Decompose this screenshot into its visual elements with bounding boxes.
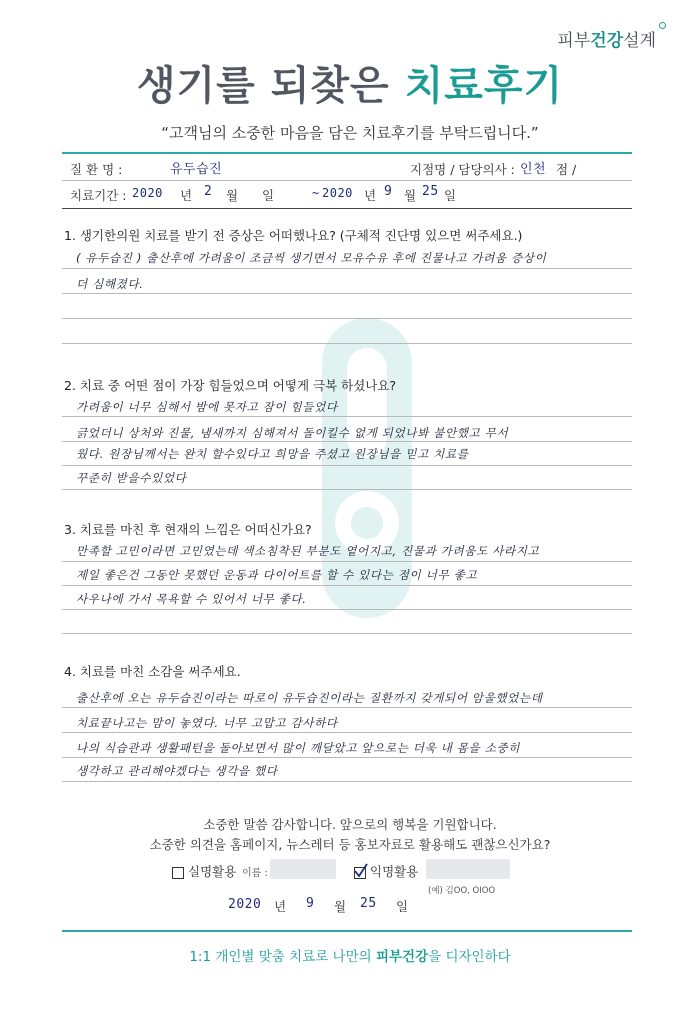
footer-line (62, 930, 632, 932)
closing-line-2: 소중한 의견을 홈페이지, 뉴스레터 등 홍보자료로 활용해도 괜찮으신가요? (149, 837, 551, 852)
rule (62, 416, 632, 417)
end-year-label: 년 (364, 188, 377, 203)
closing-line-1: 소중한 말씀 감사합니다. 앞으로의 행복을 기원합니다. (203, 817, 497, 832)
period-tilde: ~ (312, 186, 320, 200)
rule (62, 343, 632, 344)
answer-3-line-3: 사우나에 가서 목욕할 수 있어서 너무 좋다. (76, 592, 307, 606)
answer-1-line-1: ( 유두습진 ) 출산후에 가려움이 조금씩 생기면서 모유수유 후에 진물나고 가려움 증상이 (76, 251, 547, 265)
page-subtitle: “고객님의 소중한 마음을 담은 치료후기를 부탁드립니다.” (161, 124, 539, 142)
title-part1: 생기를 되찾은 (136, 63, 405, 109)
sign-day-label: 일 (396, 899, 409, 914)
answer-2-line-3: 웠다. 원장님께서는 완치 할수있다고 희망을 주셨고 원장님을 믿고 치료를 (76, 447, 469, 461)
rule (62, 318, 632, 319)
answer-3-line-1: 만족할 고민이라면 고민였는데 색소침착된 부분도 옅어지고, 진물과 가려움도 사라지고 (76, 544, 540, 558)
header-top-line (62, 152, 632, 154)
answer-4-line-2: 치료끝나고는 맘이 놓였다. 너무 고맙고 감사하다 (76, 716, 338, 730)
check-mark-icon (353, 863, 369, 879)
rule (62, 489, 632, 490)
anon-checkbox[interactable] (354, 867, 366, 879)
rule (62, 633, 632, 634)
question-1: 1. 생기한의원 치료를 받기 전 증상은 어떠했나요? (구체적 진단명 있으면 써주세요.) (64, 228, 523, 243)
name-example: (예) 김OO, OIOO (428, 886, 496, 896)
footer-slogan (0, 945, 700, 965)
question-3: 3. 치료를 마친 후 현재의 느낌은 어떠신가요? (64, 522, 312, 537)
slogan-prefix: 1:1 개인별 맞춤 치료로 나만의 (189, 949, 376, 965)
rule (62, 561, 632, 562)
anon-option[interactable] (354, 862, 418, 880)
disease-label: 질 환 명 : (70, 162, 123, 177)
anon-field[interactable] (426, 859, 510, 879)
question-2: 2. 치료 중 어떤 점이 가장 힘들었으며 어떻게 극복 하셨나요? (64, 378, 397, 393)
brand-suffix: 설계 (623, 31, 656, 51)
end-day-label: 일 (444, 188, 457, 203)
answer-2-line-4: 꾸준히 받을수있었다 (76, 471, 187, 485)
rule (62, 268, 632, 269)
rule (62, 732, 632, 733)
header-divider (62, 180, 632, 181)
disease-value: 유두습진 (170, 162, 223, 177)
header-bottom-line (62, 208, 632, 209)
sign-year-label: 년 (274, 899, 287, 914)
name-field[interactable] (270, 859, 336, 879)
end-month: 9 (384, 184, 393, 199)
period-label: 치료기간 : (70, 188, 127, 203)
end-day: 25 (422, 184, 439, 199)
answer-2-line-2: 긁었더니 상처와 진물, 냄새까지 심해져서 돌이킬수 없게 되었나봐 불안했고 무서 (76, 426, 509, 440)
start-year-label: 년 (180, 188, 193, 203)
branch-value: 인천 (520, 162, 547, 177)
slogan-bold: 피부건강 (375, 949, 429, 965)
branch-label: 지점명 / 담당의사 : (410, 162, 515, 177)
brand-logo (557, 26, 656, 51)
rule (62, 441, 632, 442)
answer-4-line-3: 나의 식습관과 생활패턴을 돌아보면서 많이 깨달았고 앞으로는 더욱 내 몸을 소중히 (76, 741, 521, 755)
rule (62, 585, 632, 586)
rule (62, 293, 632, 294)
real-name-option[interactable] (172, 862, 236, 880)
rule (62, 707, 632, 708)
answer-4-line-4: 생각하고 관리해야겠다는 생각을 했다 (76, 764, 278, 778)
sign-day: 25 (360, 896, 377, 911)
sign-month: 9 (306, 896, 315, 911)
anon-label: 익명활용 (370, 864, 419, 879)
real-name-label: 실명활용 (188, 864, 237, 879)
start-year: 2020 (132, 186, 163, 200)
slogan-suffix: 을 디자인하다 (428, 949, 511, 965)
rule (62, 781, 632, 782)
rule (62, 757, 632, 758)
answer-4-line-1: 출산후에 오는 유두습진이라는 따로이 유두습진이라는 질환까지 갖게되어 암울했었는데 (76, 691, 543, 705)
brand-dot-icon (659, 22, 666, 29)
page-title (0, 54, 700, 111)
answer-3-line-2: 제일 좋은건 그동안 못했던 운동과 다이어트를 할 수 있다는 점이 너무 좋고 (76, 568, 478, 582)
answer-2-line-1: 가려움이 너무 심해서 밤에 못자고 잠이 힘들었다 (76, 400, 338, 414)
question-4: 4. 치료를 마친 소감을 써주세요. (64, 664, 241, 679)
start-day-label: 일 (262, 188, 275, 203)
start-month-label: 월 (226, 188, 239, 203)
sign-month-label: 월 (334, 899, 347, 914)
branch-suffix: 점 / (556, 162, 577, 177)
brand-prefix: 피부 (557, 31, 591, 51)
brand-bold: 건강 (590, 31, 624, 51)
end-month-label: 월 (404, 188, 417, 203)
title-accent: 치료후기 (404, 63, 564, 109)
name-label: 이름 : (242, 868, 268, 879)
answer-1-line-2: 더 심해졌다. (76, 277, 144, 291)
end-year: 2020 (322, 186, 353, 200)
rule (62, 465, 632, 466)
rule (62, 609, 632, 610)
start-month: 2 (204, 184, 213, 199)
sign-year: 2020 (228, 897, 262, 912)
real-name-checkbox[interactable] (172, 867, 184, 879)
